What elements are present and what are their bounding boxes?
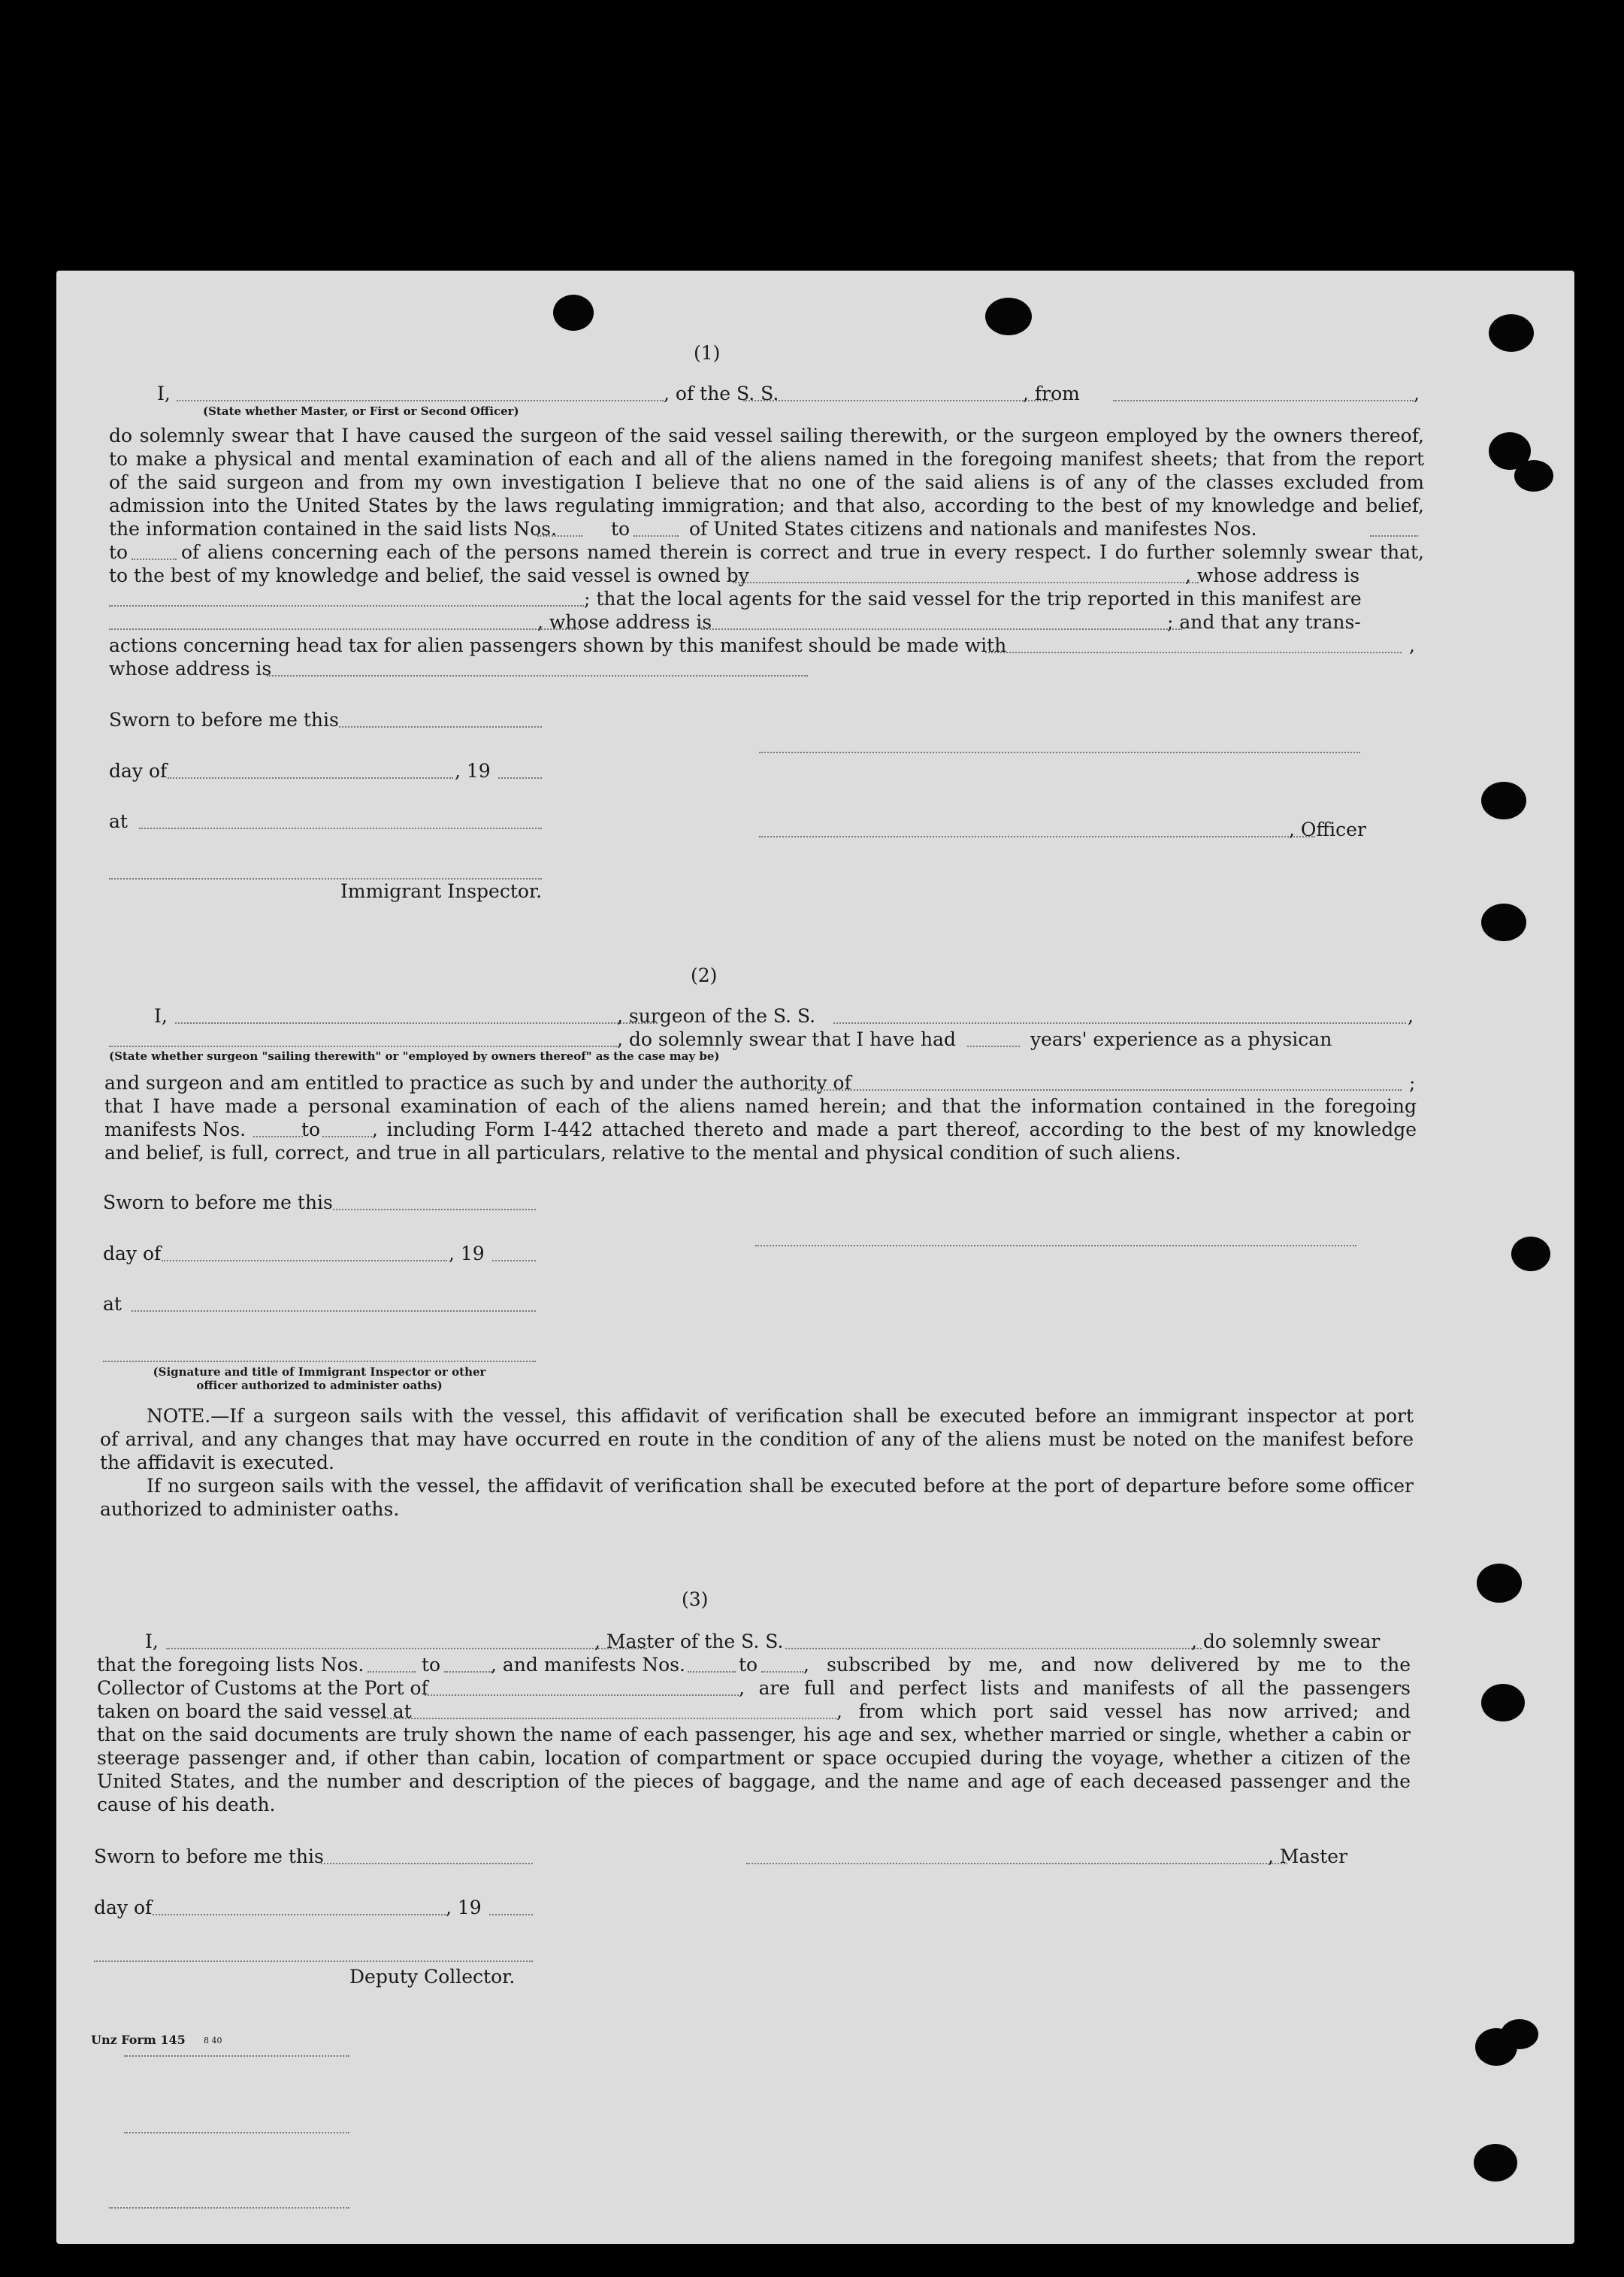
form-text: Sworn to before me this xyxy=(94,1846,324,1867)
form-text: to xyxy=(739,1654,758,1676)
blank-field xyxy=(489,1914,533,1915)
blank-field xyxy=(162,1260,447,1261)
form-text: steerage passenger and, if other than cabin, location of compartment or space occupied during the voyage, whether a citizen of the xyxy=(97,1747,1411,1769)
form-sheet xyxy=(56,271,1574,2244)
punch-hole xyxy=(1481,904,1526,941)
blank-field xyxy=(124,2132,349,2133)
form-text: , xyxy=(1408,1005,1414,1027)
blank-field xyxy=(761,1671,803,1673)
form-text: actions concerning head tax for alien passengers shown by this manifest should be made with xyxy=(109,634,1007,656)
form-text: , 19 xyxy=(446,1897,482,1918)
form-text: I, xyxy=(154,1005,168,1027)
form-text: and belief, is full, correct, and true in all particulars, relative to the mental and physical condition of such aliens. xyxy=(104,1142,1181,1164)
form-text: and surgeon and am entitled to practice as such by and under the authority of xyxy=(104,1072,851,1094)
form-text: to xyxy=(109,541,129,563)
form-text: taken on board the said vessel at xyxy=(97,1700,412,1722)
form-text: ; xyxy=(1409,1072,1416,1094)
punch-hole xyxy=(1514,460,1553,492)
form-text: , xyxy=(1409,634,1415,656)
form-text: , of the S. S. xyxy=(664,383,779,404)
form-text: , surgeon of the S. S. xyxy=(617,1005,816,1027)
blank-field xyxy=(985,652,1402,653)
section-number: (1) xyxy=(694,342,721,364)
form-text: Collector of Customs at the Port of xyxy=(97,1677,428,1699)
form-text: cause of his death. xyxy=(97,1794,276,1815)
form-text: Sworn to before me this xyxy=(109,709,339,731)
form-text: , 19 xyxy=(449,1243,485,1264)
blank-field xyxy=(168,777,453,779)
form-text: , subscribed by me, and now delivered by me to the xyxy=(803,1654,1411,1676)
section-number: (2) xyxy=(691,964,718,986)
form-text: to xyxy=(611,518,631,540)
form-text: , from xyxy=(1023,383,1080,404)
form-text: to xyxy=(301,1119,321,1140)
signature-line xyxy=(103,1361,536,1362)
form-text: , Officer xyxy=(1289,819,1366,840)
blank-field xyxy=(132,559,177,560)
blank-field xyxy=(785,1648,1202,1649)
form-text: that the foregoing lists Nos. xyxy=(97,1654,364,1676)
form-text: , whose address is xyxy=(537,611,712,633)
form-text: Sworn to before me this xyxy=(103,1191,333,1213)
form-text: , and manifests Nos. xyxy=(491,1654,685,1676)
blank-field xyxy=(372,1718,836,1719)
punch-hole xyxy=(553,295,594,331)
form-text: of aliens concerning each of the persons named therein is correct and true in every respect. I do further solemnly swear that, xyxy=(181,541,1424,563)
instruction-note: (State whether surgeon "sailing therewith" or "employed by owners thereof" as the case may be) xyxy=(109,1049,720,1063)
section-number: (3) xyxy=(682,1588,709,1610)
blank-field xyxy=(109,2207,349,2209)
form-text: Immigrant Inspector. xyxy=(340,880,543,902)
blank-field xyxy=(339,726,542,728)
punch-hole xyxy=(1477,1564,1522,1603)
blank-field xyxy=(444,1671,492,1673)
punch-hole xyxy=(1501,2019,1538,2049)
form-text: admission into the United States by the laws regulating immigration; and that also, according to the best of my knowledge and belief, xyxy=(109,495,1424,516)
blank-field xyxy=(1370,535,1418,537)
form-text: at xyxy=(103,1293,122,1315)
blank-field xyxy=(733,582,1199,583)
form-text: , xyxy=(1414,383,1420,404)
form-text: years' experience as a physican xyxy=(1030,1028,1332,1050)
form-text: whose address is xyxy=(109,658,272,680)
blank-field xyxy=(253,1136,303,1137)
signature-line xyxy=(759,752,1360,753)
blank-field xyxy=(743,400,1053,401)
blank-field xyxy=(333,1209,536,1210)
blank-field xyxy=(1113,400,1414,401)
instruction-note: officer authorized to administer oaths) xyxy=(196,1379,443,1392)
form-text: day of xyxy=(94,1897,153,1918)
blank-field xyxy=(109,1046,617,1047)
blank-field xyxy=(109,628,584,630)
form-text: of the said surgeon and from my own investigation I believe that no one of the said aliens is of any of the classes excluded from xyxy=(109,471,1424,493)
blank-field xyxy=(498,777,542,779)
form-text: I, xyxy=(157,383,171,404)
note-text: NOTE.—If a surgeon sails with the vessel, this affidavit of verification shall be executed before an immigrant inspector at port xyxy=(147,1405,1414,1427)
form-text: do solemnly swear that I have caused the surgeon of the said vessel sailing therewith, or the surgeon employed by the owners thereof, xyxy=(109,425,1424,447)
form-text: United States, and the number and description of the pieces of baggage, and the name and age of each deceased passenger and the xyxy=(97,1770,1411,1792)
signature-line xyxy=(759,836,1315,837)
form-text: Deputy Collector. xyxy=(349,1966,516,1988)
form-text: , including Form I-442 attached thereto and made a part thereof, according to the best of my knowledge xyxy=(372,1119,1417,1140)
form-text: ; that the local agents for the said vessel for the trip reported in this manifest are xyxy=(584,588,1362,610)
signature-line xyxy=(746,1863,1287,1864)
blank-field xyxy=(537,535,582,537)
punch-hole xyxy=(1474,2144,1517,2182)
form-text: to the best of my knowledge and belief, the said vessel is owned by xyxy=(109,565,749,586)
note-text: If no surgeon sails with the vessel, the affidavit of verification shall be executed before at the port of departure before some officer xyxy=(147,1475,1414,1497)
signature-line xyxy=(94,1961,533,1962)
blank-field xyxy=(132,1310,536,1312)
form-text: that on the said documents are truly shown the name of each passenger, his age and sex, whether married or single, whether a cabin or xyxy=(97,1724,1411,1746)
blank-field xyxy=(177,400,664,401)
form-text: , do solemnly swear that I have had xyxy=(617,1028,957,1050)
form-text: day of xyxy=(103,1243,162,1264)
form-text: I, xyxy=(145,1631,159,1652)
blank-field xyxy=(800,1089,1402,1091)
punch-hole xyxy=(1481,782,1526,819)
blank-field xyxy=(967,1046,1020,1047)
blank-field xyxy=(124,2055,349,2057)
form-text: to make a physical and mental examination of each and all of the aliens named in the foregoing manifest sheets; that from the report xyxy=(109,448,1424,470)
signature-line xyxy=(755,1245,1356,1246)
instruction-note: (Signature and title of Immigrant Inspector or other xyxy=(153,1365,486,1379)
note-text: authorized to administer oaths. xyxy=(100,1498,400,1520)
form-id-code: 8 40 xyxy=(204,2036,222,2045)
blank-field xyxy=(492,1260,536,1261)
punch-hole xyxy=(1481,1684,1525,1721)
note-text: the affidavit is executed. xyxy=(100,1452,334,1473)
punch-hole xyxy=(1511,1237,1550,1271)
form-text: , whose address is xyxy=(1185,565,1360,586)
form-text: of United States citizens and nationals and manifestes Nos. xyxy=(689,518,1257,540)
blank-field xyxy=(322,1136,372,1137)
form-text: , Master of the S. S. xyxy=(594,1631,784,1652)
punch-hole xyxy=(985,298,1032,335)
form-text: , do solemnly swear xyxy=(1191,1631,1381,1652)
form-text: , Master xyxy=(1268,1846,1348,1867)
form-text: day of xyxy=(109,760,168,782)
blank-field xyxy=(321,1863,533,1864)
blank-field xyxy=(166,1648,647,1649)
blank-field xyxy=(267,675,808,677)
form-text: manifests Nos. xyxy=(104,1119,246,1140)
blank-field xyxy=(109,605,584,607)
form-text: that I have made a personal examination of each of the aliens named herein; and that the information contained in the foregoing xyxy=(104,1095,1417,1117)
blank-field xyxy=(634,535,679,537)
blank-field xyxy=(153,1914,446,1915)
blank-field xyxy=(425,1694,739,1696)
instruction-note: (State whether Master, or First or Second Officer) xyxy=(203,404,519,418)
form-text: ; and that any trans- xyxy=(1167,611,1361,633)
blank-field xyxy=(175,1022,658,1024)
blank-field xyxy=(139,828,542,829)
blank-field xyxy=(688,1671,736,1673)
form-text: the information contained in the said lists Nos. xyxy=(109,518,557,540)
blank-field xyxy=(367,1671,416,1673)
form-text: , from which port said vessel has now arrived; and xyxy=(836,1700,1411,1722)
form-text: at xyxy=(109,810,128,832)
punch-hole xyxy=(1489,314,1534,352)
form-text: to xyxy=(422,1654,441,1676)
form-text: , 19 xyxy=(455,760,491,782)
form-id: Unz Form 145 xyxy=(91,2033,186,2047)
form-text: , are full and perfect lists and manifests of all the passengers xyxy=(739,1677,1411,1699)
note-text: of arrival, and any changes that may have occurred en route in the condition of any of the aliens must be noted on the manifest before xyxy=(100,1428,1414,1450)
blank-field xyxy=(833,1022,1406,1024)
blank-field xyxy=(701,628,1182,630)
